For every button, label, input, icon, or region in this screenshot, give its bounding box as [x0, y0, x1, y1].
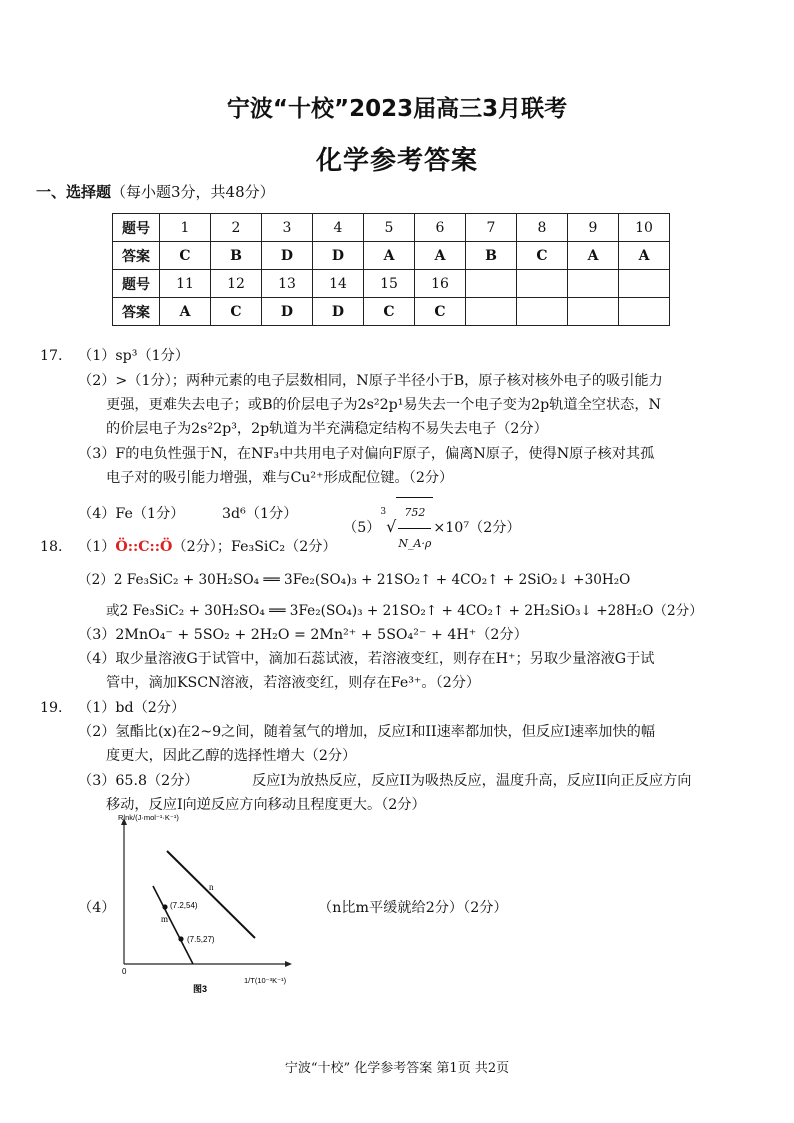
table-cell: 14 — [313, 270, 364, 298]
table-cell: 15 — [364, 270, 415, 298]
q17-root — [396, 497, 433, 559]
q17-part1: （1）sp³（1分） — [78, 348, 190, 364]
section-label: 一、选择题 — [36, 183, 112, 201]
table-cell: 答案 — [113, 242, 160, 270]
table-cell: C — [160, 242, 211, 270]
table-cell — [568, 298, 619, 326]
table-cell: 1 — [160, 214, 211, 242]
q19-part1: （1）bd（2分） — [78, 700, 186, 716]
table-cell: C — [517, 242, 568, 270]
data-point — [178, 936, 183, 941]
q19-number: 19. — [40, 700, 63, 716]
line-n-label: n — [209, 882, 214, 892]
q17-part3-line2: 电子对的吸引能力增强，难与Cu²⁺形成配位键。（2分） — [106, 470, 454, 486]
table-row — [113, 214, 670, 242]
table-cell: 答案 — [113, 298, 160, 326]
table-cell: D — [313, 298, 364, 326]
table-row — [113, 298, 670, 326]
answer-table — [112, 213, 670, 326]
figure-caption: 图3 — [193, 984, 208, 994]
line-n — [167, 851, 255, 938]
table-row — [113, 242, 670, 270]
table-cell: 4 — [313, 214, 364, 242]
line-m-label: m — [161, 914, 169, 924]
page-footer: 宁波“十校” 化学参考答案 第1页 共2页 — [284, 1061, 510, 1076]
figure-3 — [110, 812, 310, 1002]
x-axis-arrow — [285, 961, 292, 967]
table-cell: 题号 — [113, 270, 160, 298]
table-cell: 6 — [415, 214, 466, 242]
q18-part1 — [78, 536, 337, 558]
q17-part2-line1: （2）>（1分）；两种元素的电子层数相同，N原子半径小于B，原子核对核外电子的吸引能力 — [78, 373, 663, 389]
q19-part3-c: 移动，反应I向逆反应方向移动且程度更大。（2分） — [106, 797, 426, 813]
q17-numerator: 752 — [398, 498, 431, 529]
table-row — [113, 270, 670, 298]
q17-part5-label: （5） — [343, 520, 381, 536]
table-cell: 12 — [211, 270, 262, 298]
table-cell: C — [415, 298, 466, 326]
table-cell: A — [160, 298, 211, 326]
table-cell: A — [568, 242, 619, 270]
table-cell: A — [619, 242, 670, 270]
q19-part3-b: 反应I为放热反应，反应II为吸热反应，温度升高，反应II向正反应方向 — [252, 773, 692, 789]
electron-formula: Ö::C::Ö — [115, 539, 173, 555]
q18-part1-label: （1） — [78, 539, 116, 555]
exam-subtitle: 化学参考答案 — [315, 146, 478, 176]
table-cell: A — [364, 242, 415, 270]
q18-part2-line2: 或2 Fe₃SiC₂ + 30H₂SO₄ ══ 3Fe₂(SO₄)₃ + 21SO₂↑ + 4CO₂↑ + 2H₂SiO₃↓ +28H₂O（2分） — [106, 603, 703, 619]
point-label-2: (7.5,27) — [187, 935, 215, 944]
q17-part5: $(5)^3√$ $\frac{752}{N\_A\cdot\rho}$ ×10⁷（2分） — [343, 497, 521, 559]
q19-part4-note: （n比m平缓就给2分）（2分） — [318, 900, 508, 916]
table-cell: C — [364, 298, 415, 326]
q17-denominator: N_A·ρ — [398, 537, 432, 550]
table-cell: D — [262, 242, 313, 270]
section-heading — [36, 181, 275, 202]
table-cell: 题号 — [113, 214, 160, 242]
x-axis-label: 1/T(10⁻³K⁻¹) — [244, 976, 287, 985]
origin-label: 0 — [122, 967, 127, 976]
point-label-1: (7.2,54) — [170, 901, 198, 910]
table-cell — [619, 298, 670, 326]
table-cell: A — [415, 242, 466, 270]
data-point — [162, 904, 167, 909]
table-cell: 13 — [262, 270, 313, 298]
exam-title: 宁波“十校”2023届高三3月联考 — [226, 96, 568, 122]
line-m — [153, 886, 193, 964]
q19-part3-a: （3）65.8（2分） — [78, 773, 199, 789]
table-cell: C — [211, 298, 262, 326]
table-cell: 9 — [568, 214, 619, 242]
table-cell: D — [262, 298, 313, 326]
q17-part4-a: （4）Fe（1分） — [78, 506, 185, 522]
q18-part2-line1: （2）2 Fe₃SiC₂ + 30H₂SO₄ ══ 3Fe₂(SO₄)₃ + 21SO₂↑ + 4CO₂↑ + 2SiO₂↓ +30H₂O — [78, 572, 631, 588]
q17-part2-line3: 的价层电子为2s²2p³，2p轨道为半充满稳定结构不易失去电子（2分） — [106, 421, 548, 437]
table-cell: 7 — [466, 214, 517, 242]
table-cell: 8 — [517, 214, 568, 242]
table-cell — [517, 270, 568, 298]
q18-part1-tail: （2分）；Fe₃SiC₂（2分） — [172, 539, 337, 555]
q17-part5-tail: ×10⁷（2分） — [433, 520, 521, 536]
q18-part4-line1: （4）取少量溶液G于试管中，滴加石蕊试液，若溶液变红，则存在H⁺；另取少量溶液G于试 — [78, 651, 655, 667]
q18-part3: （3）2MnO₄⁻ + 5SO₂ + 2H₂O = 2Mn²⁺ + 5SO₄²⁻ + 4H⁺（2分） — [78, 627, 528, 643]
q17-part4-b: 3d⁶（1分） — [222, 506, 298, 522]
table-cell — [619, 270, 670, 298]
table-cell — [466, 298, 517, 326]
q17-part2-line2: 更强，更难失去电子；或B的价层电子为2s²2p¹易失去一个电子变为2p轨道全空状态，N — [106, 397, 661, 413]
q19-part2-line1: （2）氢酯比(x)在2~9之间，随着氢气的增加，反应I和II速率都加快，但反应I速率加快的幅 — [78, 724, 656, 740]
table-cell — [517, 298, 568, 326]
q19-part4-label: （4） — [78, 900, 116, 916]
table-cell: 16 — [415, 270, 466, 298]
radical-sign: √ — [386, 517, 397, 536]
table-cell — [466, 270, 517, 298]
y-axis-label: Rlnk/(J·mol⁻¹·K⁻¹) — [118, 813, 179, 822]
table-cell: B — [211, 242, 262, 270]
q17-fraction — [398, 498, 431, 559]
q18-number: 18. — [40, 539, 63, 555]
table-cell — [568, 270, 619, 298]
table-cell: 5 — [364, 214, 415, 242]
section-note: （每小题3分，共48分） — [111, 183, 275, 201]
table-cell: B — [466, 242, 517, 270]
q18-part4-line2: 管中，滴加KSCN溶液，若溶液变红，则存在Fe³⁺。（2分） — [106, 675, 481, 691]
q17-part3-line1: （3）F的电负性强于N，在NF₃中共用电子对偏向F原子，偏离N原子，使得N原子核对其孤 — [78, 446, 655, 462]
table-cell: 3 — [262, 214, 313, 242]
q17-number: 17. — [40, 348, 63, 364]
q19-part2-line2: 度更大，因此乙醇的选择性增大（2分） — [106, 748, 357, 764]
table-cell: D — [313, 242, 364, 270]
table-cell: 11 — [160, 270, 211, 298]
table-cell: 2 — [211, 214, 262, 242]
table-cell: 10 — [619, 214, 670, 242]
